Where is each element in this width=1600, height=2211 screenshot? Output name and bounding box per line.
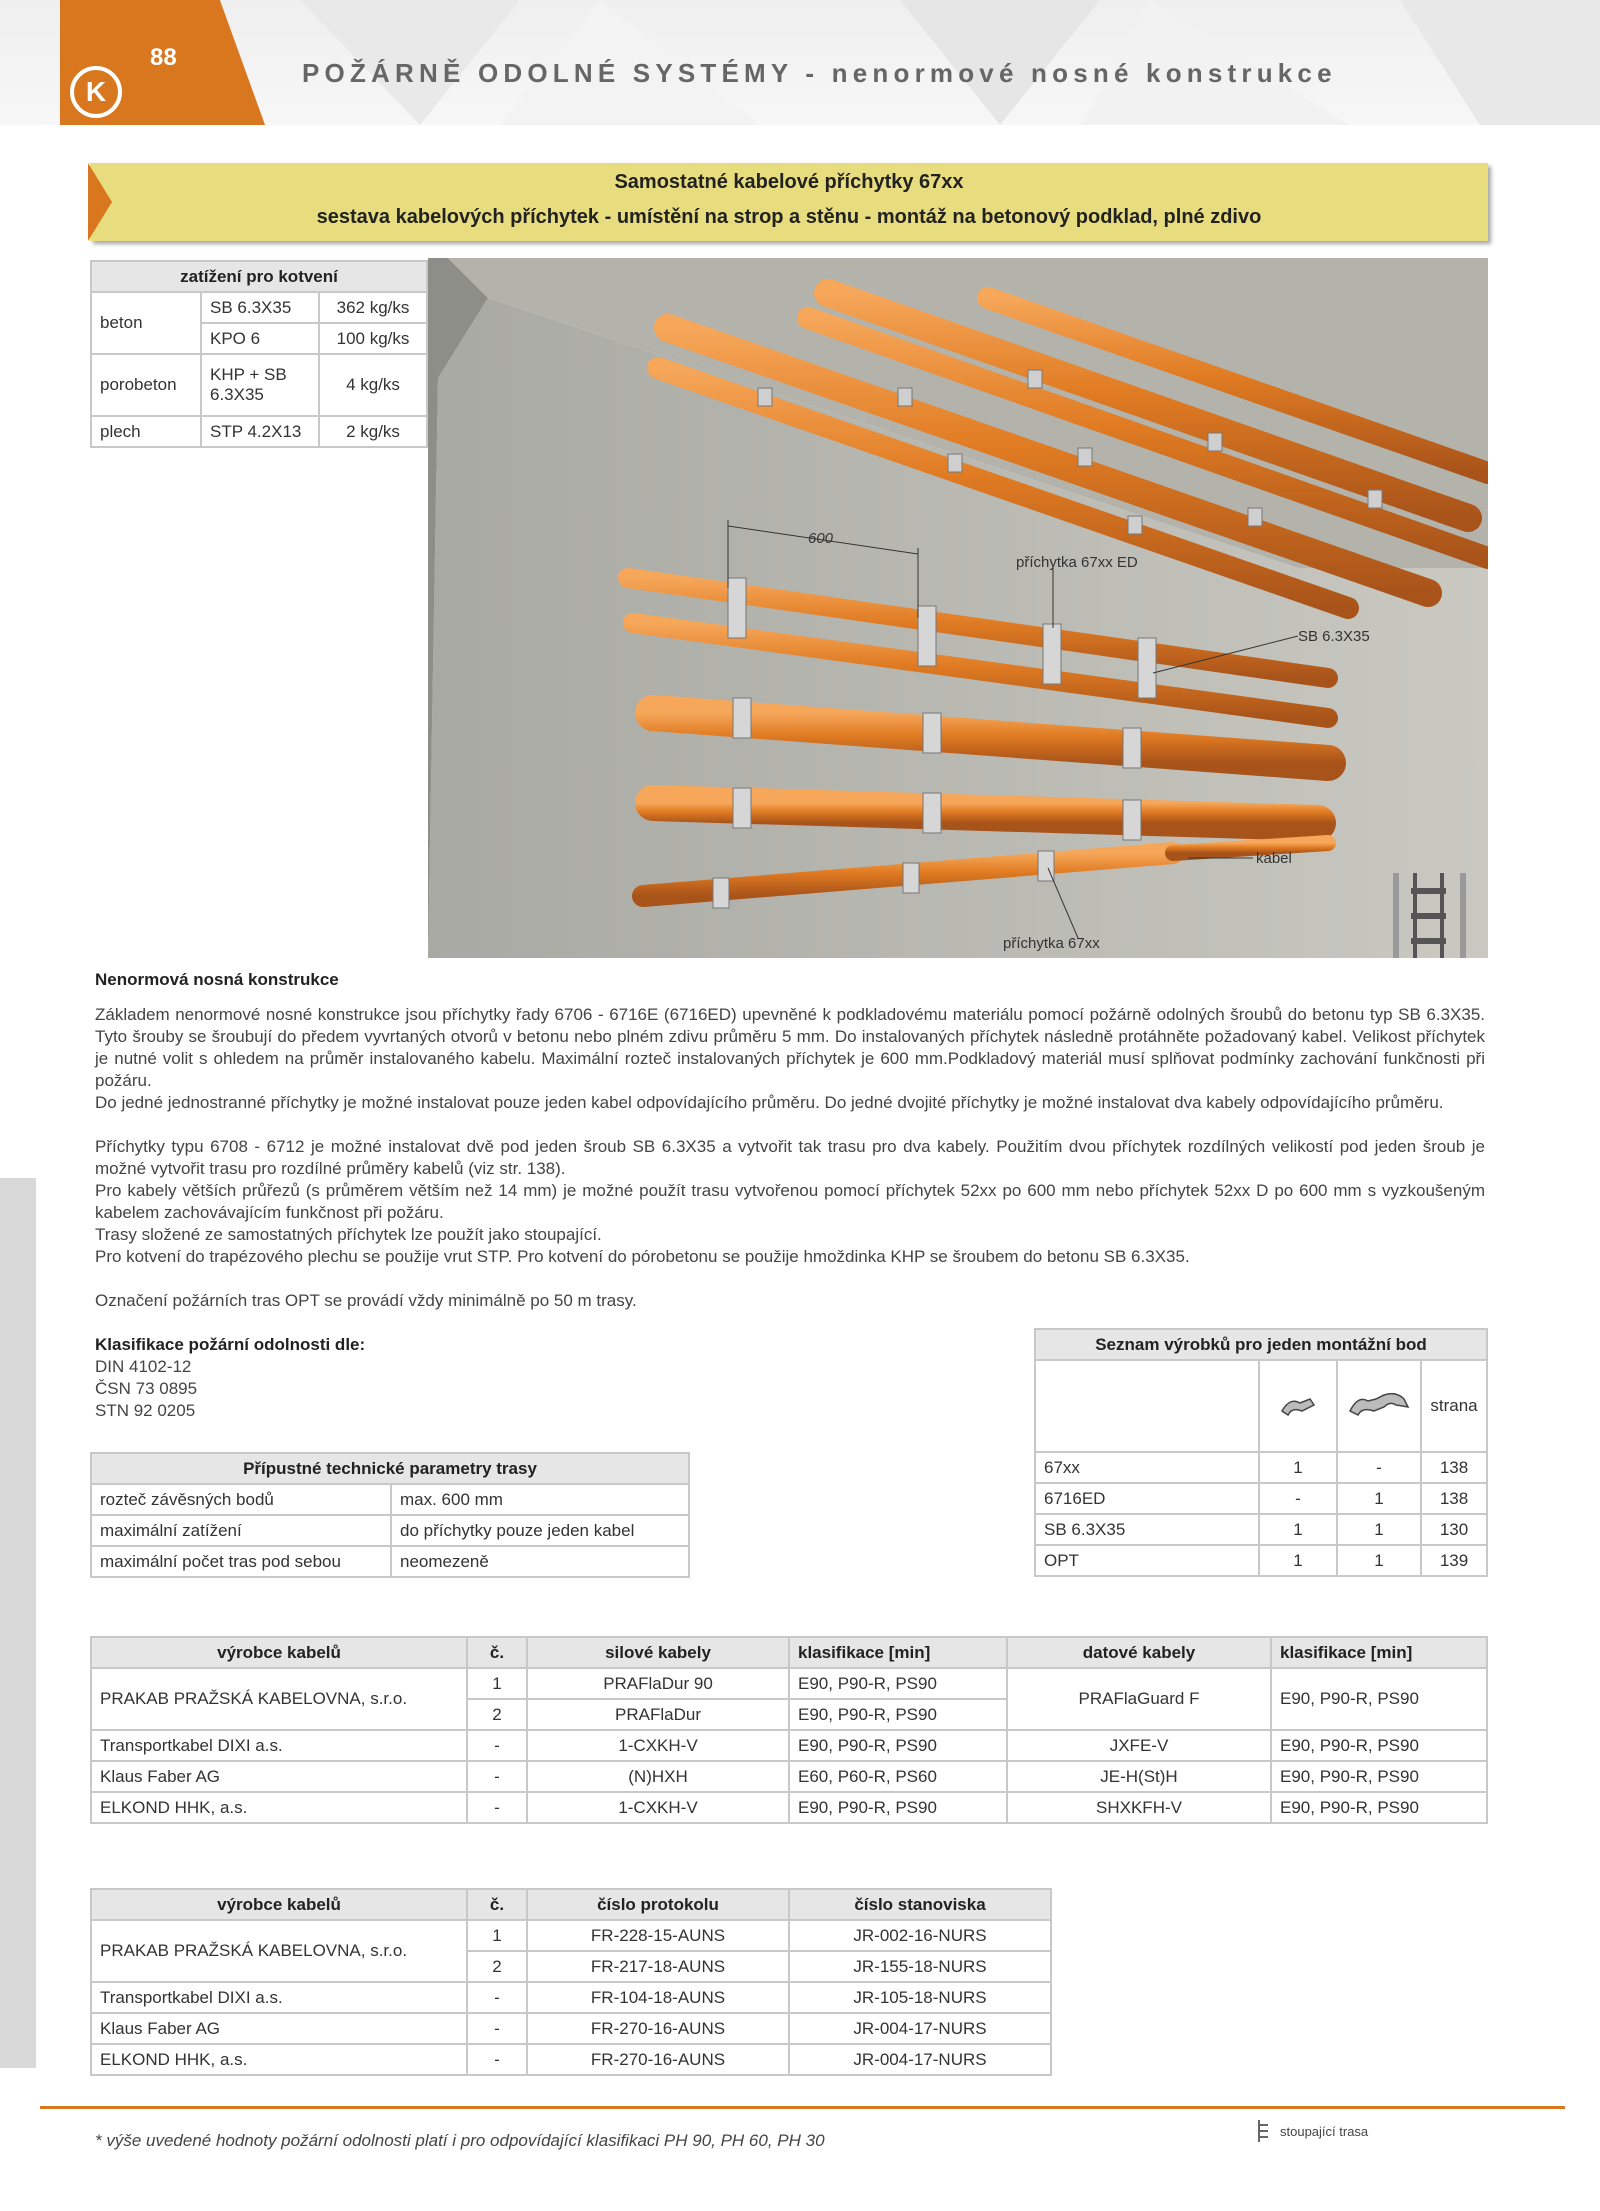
cable-power: 1-CXKH-V (527, 1730, 789, 1761)
load-table (90, 260, 428, 448)
cable-pclass: E90, P90-R, PS90 (789, 1699, 1007, 1730)
protocol-no: 1 (467, 1920, 527, 1951)
footer-legend (1256, 2120, 1368, 2142)
cable-dclass: E90, P90-R, PS90 (1271, 1761, 1487, 1792)
section-banner (90, 163, 1488, 241)
product-qty-b: - (1337, 1452, 1421, 1483)
cable-maker: PRAKAB PRAŽSKÁ KABELOVNA, s.r.o. (91, 1668, 467, 1730)
opinion-number: JR-002-16-NURS (789, 1920, 1051, 1951)
section-title: Nenormová nosná konstrukce (95, 970, 339, 989)
protocol-number: FR-104-18-AUNS (527, 1982, 789, 2013)
params-table-header: Přípustné technické parametry trasy (91, 1453, 689, 1484)
load-table-header: zatížení pro kotvení (91, 261, 427, 292)
dimension-label: 600 (808, 530, 834, 547)
protocol-no: - (467, 1982, 527, 2013)
load-material: plech (91, 416, 201, 447)
page-title: POŽÁRNĚ ODOLNÉ SYSTÉMY - nenormové nosné konstrukce (302, 58, 1337, 88)
protocol-maker: PRAKAB PRAŽSKÁ KABELOVNA, s.r.o. (91, 1920, 467, 1982)
load-anchor: STP 4.2X13 (201, 416, 319, 447)
paragraph: Trasy složené ze samostatných příchytek lze použít jako stoupající. (95, 1225, 602, 1244)
opinion-number: JR-155-18-NURS (789, 1951, 1051, 1982)
cable-pclass: E90, P90-R, PS90 (789, 1730, 1007, 1761)
cable-maker: Transportkabel DIXI a.s. (91, 1730, 467, 1761)
cable-dclass: E90, P90-R, PS90 (1271, 1792, 1487, 1823)
legend-label: stoupající trasa (1280, 2123, 1369, 2139)
classification-item: ČSN 73 0895 (95, 1379, 198, 1398)
cable-pclass: E60, P60-R, PS60 (789, 1761, 1007, 1792)
classification-item: DIN 4102-12 (95, 1357, 192, 1376)
installation-illustration (428, 258, 1488, 958)
protocol-no: - (467, 2044, 527, 2075)
paragraph: Příchytky typu 6708 - 6712 je možné instalovat dvě pod jeden šroub SB 6.3X35 a vytvořit tak trasu pro dva kabely. Použitím dvou příchytek rozdílných velikostí pod jeden šroub je možné vytvořit trasu pro rozdílné průměry kabelů (viz str. 138). (95, 1137, 1485, 1178)
protocol-maker: Transportkabel DIXI a.s. (91, 1982, 467, 2013)
param-value: neomezeně (391, 1546, 689, 1577)
banner-subtitle: sestava kabelových příchytek - umístění na strop a stěnu - montáž na betonový podklad, plné zdivo (316, 206, 1262, 228)
clip-single-icon (1259, 1360, 1337, 1452)
page-column-header: strana (1421, 1360, 1487, 1452)
product-name: OPT (1035, 1545, 1259, 1576)
rising-route-legend-icon (1256, 2120, 1272, 2142)
product-qty-b: 1 (1337, 1483, 1421, 1514)
cable-pclass: E90, P90-R, PS90 (789, 1792, 1007, 1823)
label-clip: příchytka 67xx (1003, 935, 1100, 952)
protocol-number: FR-270-16-AUNS (527, 2013, 789, 2044)
cable-dclass: E90, P90-R, PS90 (1271, 1730, 1487, 1761)
load-value: 100 kg/ks (319, 323, 427, 354)
load-value: 2 kg/ks (319, 416, 427, 447)
cable-pclass: E90, P90-R, PS90 (789, 1668, 1007, 1699)
product-qty-a: 1 (1259, 1514, 1337, 1545)
protocol-col-no: č. (467, 1889, 527, 1920)
footer-divider (40, 2106, 1565, 2109)
param-value: do příchytky pouze jeden kabel (391, 1515, 689, 1546)
cable-data: JE-H(St)H (1007, 1761, 1271, 1792)
protocol-maker: ELKOND HHK, a.s. (91, 2044, 467, 2075)
cable-power: (N)HXH (527, 1761, 789, 1792)
cables-col-data: datové kabely (1007, 1637, 1271, 1668)
cable-data: JXFE-V (1007, 1730, 1271, 1761)
product-qty-b: 1 (1337, 1545, 1421, 1576)
products-icon-spacer (1035, 1360, 1259, 1452)
cable-no: 2 (467, 1699, 527, 1730)
label-clip-ed: příchytka 67xx ED (1016, 554, 1138, 571)
opinion-number: JR-105-18-NURS (789, 1982, 1051, 2013)
cables-col-pclass: klasifikace [min] (789, 1637, 1007, 1668)
product-name: 6716ED (1035, 1483, 1259, 1514)
param-name: rozteč závěsných bodů (91, 1484, 391, 1515)
cable-no: - (467, 1761, 527, 1792)
cable-no: - (467, 1730, 527, 1761)
opinion-number: JR-004-17-NURS (789, 2013, 1051, 2044)
product-page: 138 (1421, 1483, 1487, 1514)
load-anchor: KPO 6 (201, 323, 319, 354)
load-value: 4 kg/ks (319, 354, 427, 416)
cable-data: PRAFlaGuard F (1007, 1668, 1271, 1730)
load-material: beton (91, 292, 201, 354)
load-anchor: KHP + SB 6.3X35 (201, 354, 319, 416)
protocol-col-maker: výrobce kabelů (91, 1889, 467, 1920)
param-name: maximální zatížení (91, 1515, 391, 1546)
protocol-no: 2 (467, 1951, 527, 1982)
paragraph: Pro kotvení do trapézového plechu se použije vrut STP. Pro kotvení do pórobetonu se použije hmoždinka KHP se šroubem do betonu SB 6.3X35. (95, 1247, 1190, 1266)
protocol-col-opinion: číslo stanoviska (789, 1889, 1051, 1920)
params-table (90, 1452, 690, 1578)
protocol-number: FR-228-15-AUNS (527, 1920, 789, 1951)
product-page: 138 (1421, 1452, 1487, 1483)
classification-block (95, 1334, 365, 1422)
product-page: 130 (1421, 1514, 1487, 1545)
label-screw: SB 6.3X35 (1298, 628, 1370, 645)
page-number: 88 (150, 44, 177, 71)
cable-maker: ELKOND HHK, a.s. (91, 1792, 467, 1823)
cables-col-power: silové kabely (527, 1637, 789, 1668)
protocol-maker: Klaus Faber AG (91, 2013, 467, 2044)
paragraph: Pro kabely větších průřezů (s průměrem větším než 14 mm) je možné použít trasu vytvořenou pomocí příchytek 52xx po 600 mm nebo příchytek 52xx D po 600 mm s vyzkoušeným kabelem zachovávajícím funkčnost při požáru. (95, 1181, 1485, 1222)
product-page: 139 (1421, 1545, 1487, 1576)
protocol-col-protocol: číslo protokolu (527, 1889, 789, 1920)
clip-double-icon (1337, 1360, 1421, 1452)
footnote: * výše uvedené hodnoty požární odolnosti platí i pro odpovídající klasifikaci PH 90, PH 60, PH 30 (95, 2131, 825, 2150)
product-qty-a: 1 (1259, 1545, 1337, 1576)
opinion-number: JR-004-17-NURS (789, 2044, 1051, 2075)
product-qty-b: 1 (1337, 1514, 1421, 1545)
load-value: 362 kg/ks (319, 292, 427, 323)
cable-power: 1-CXKH-V (527, 1792, 789, 1823)
brand-logo: K (70, 66, 122, 118)
label-cable: kabel (1256, 850, 1292, 867)
classification-item: STN 92 0205 (95, 1401, 196, 1420)
cables-col-maker: výrobce kabelů (91, 1637, 467, 1668)
cable-power: PRAFlaDur 90 (527, 1668, 789, 1699)
product-name: SB 6.3X35 (1035, 1514, 1259, 1545)
cables-table (90, 1636, 1488, 1824)
cable-data: SHXKFH-V (1007, 1792, 1271, 1823)
load-anchor: SB 6.3X35 (201, 292, 319, 323)
banner-title: Samostatné kabelové příchytky 67xx (614, 171, 964, 193)
cable-dclass: E90, P90-R, PS90 (1271, 1668, 1487, 1730)
protocol-number: FR-270-16-AUNS (527, 2044, 789, 2075)
products-table (1034, 1328, 1488, 1577)
product-name: 67xx (1035, 1452, 1259, 1483)
product-qty-a: 1 (1259, 1452, 1337, 1483)
product-qty-a: - (1259, 1483, 1337, 1514)
param-name: maximální počet tras pod sebou (91, 1546, 391, 1577)
paragraph: Základem nenormové nosné konstrukce jsou příchytky řady 6706 - 6716E (6716ED) upevněné k podkladovému materiálu pomocí požárně odolných šroubů do betonu typ SB 6.3X35. Tyto šrouby se šroubují do předem vyvrtaných otvorů v betonu nebo plném zdivu průměru 5 mm. Do instalovaných příchytek následně protáhněte požadovaný kabel. Velikost příchytek je nutné volit s ohledem na průměr instalovaného kabelu. Maximální rozteč instalovaných příchytek je 600 mm.Podkladový materiál musí splňovat podmínky zachování funkčnosti při požáru. (95, 1005, 1485, 1090)
cables-col-dclass: klasifikace [min] (1271, 1637, 1487, 1668)
cable-maker: Klaus Faber AG (91, 1761, 467, 1792)
paragraph: Do jedné jednostranné příchytky je možné instalovat pouze jeden kabel odpovídajícího průměru. Do jedné dvojité příchytky je možné instalovat dva kabely odpovídajícího průměru. (95, 1093, 1444, 1112)
protocol-number: FR-217-18-AUNS (527, 1951, 789, 1982)
opt-note: Označení požárních tras OPT se provádí vždy minimálně po 50 m trasy. (95, 1291, 637, 1310)
param-value: max. 600 mm (391, 1484, 689, 1515)
products-table-header: Seznam výrobků pro jeden montážní bod (1035, 1329, 1487, 1360)
cable-no: - (467, 1792, 527, 1823)
cable-no: 1 (467, 1668, 527, 1699)
protocol-table (90, 1888, 1052, 2076)
load-material: porobeton (91, 354, 201, 416)
cable-power: PRAFlaDur (527, 1699, 789, 1730)
protocol-no: - (467, 2013, 527, 2044)
side-bar (0, 1178, 36, 2068)
classification-title: Klasifikace požární odolnosti dle: (95, 1335, 366, 1354)
cables-col-no: č. (467, 1637, 527, 1668)
